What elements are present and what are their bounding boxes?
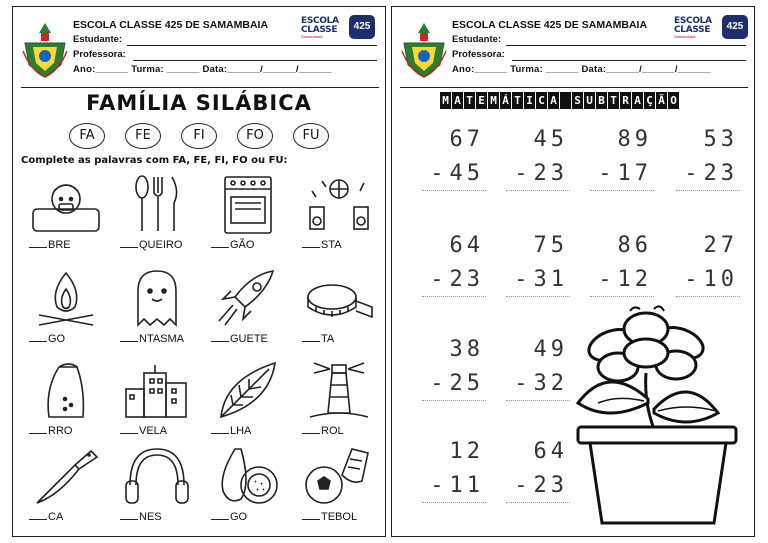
logo-subtitle: Samambaia [674, 34, 696, 39]
word-cell [112, 173, 204, 265]
buildings-icon [120, 359, 194, 421]
header-divider [400, 87, 748, 88]
year-class-date [452, 64, 711, 75]
title-letter: E [476, 92, 487, 109]
school-crest-icon [21, 21, 69, 79]
stove-icon [211, 173, 285, 235]
student-label: Estudante: [452, 34, 502, 45]
student-label: Estudante: [73, 34, 123, 45]
tape-icon [302, 267, 376, 329]
teacher-label: Professora: [73, 49, 126, 60]
word-label: VELA [120, 425, 167, 437]
class-label: Turma: ______ [510, 64, 579, 75]
title-letter: I [524, 92, 535, 109]
title-letter: A [632, 92, 643, 109]
title-letter [560, 92, 571, 109]
title-letter: T [608, 92, 619, 109]
page-title [440, 92, 679, 109]
title-letter: C [536, 92, 547, 109]
iron-icon [29, 359, 103, 421]
answer-line[interactable] [590, 190, 654, 191]
worksheet-header [13, 7, 385, 85]
word-cell [21, 359, 113, 451]
syllable-fu: FU [293, 123, 329, 149]
title-letter: R [620, 92, 631, 109]
word-cell [294, 359, 386, 451]
instruction-text: Complete as palavras com FA, FE, FI, FO ou FU: [21, 155, 288, 166]
title-letter: A [548, 92, 559, 109]
subtraction-problem: 27 -10 [672, 233, 744, 305]
header-divider [21, 87, 379, 88]
logo-text-classe: CLASSE [301, 25, 338, 35]
title-letter: M [440, 92, 451, 109]
school-logo [674, 15, 752, 41]
title-letter: O [668, 92, 679, 109]
school-name: ESCOLA CLASSE 425 DE SAMAMBAIA [73, 19, 269, 31]
answer-line[interactable] [506, 502, 570, 503]
word-cell [21, 173, 113, 265]
subtraction-problem: 49 -32 [502, 337, 574, 409]
title-letter: B [596, 92, 607, 109]
word-label: GÃO [211, 239, 254, 251]
word-label: QUEIRO [120, 239, 182, 251]
subtraction-problem: 75 -31 [502, 233, 574, 305]
word-label: GO [29, 333, 65, 345]
headphones-icon [120, 445, 194, 507]
subtraction-problem: 38 -25 [418, 337, 490, 409]
word-label: GO [211, 511, 247, 523]
word-label: NES [120, 511, 162, 523]
teacher-line[interactable] [512, 60, 746, 61]
word-cell [21, 267, 113, 359]
answer-line[interactable] [506, 190, 570, 191]
class-label: Turma: ______ [131, 64, 200, 75]
word-cell [203, 445, 295, 537]
syllable-fa: FA [69, 123, 105, 149]
word-cell [203, 267, 295, 359]
answer-line[interactable] [422, 502, 486, 503]
rocket-icon [211, 267, 285, 329]
word-label: LHA [211, 425, 251, 437]
fire-icon [29, 267, 103, 329]
subtraction-problem: 67 -45 [418, 127, 490, 199]
word-cell [112, 359, 204, 451]
answer-line[interactable] [506, 400, 570, 401]
student-line[interactable] [506, 45, 746, 46]
worksheet-subtracao [391, 6, 755, 537]
answer-line[interactable] [422, 296, 486, 297]
cutlery-icon [120, 173, 194, 235]
syllable-fo: FO [237, 123, 273, 149]
logo-text-escola: ESCOLA [674, 16, 712, 26]
logo-number: 425 [722, 15, 748, 39]
word-label: STA [302, 239, 342, 251]
answer-line[interactable] [506, 296, 570, 297]
ghost-icon [120, 267, 194, 329]
word-label: ROL [302, 425, 344, 437]
fig-icon [211, 445, 285, 507]
word-label: RRO [29, 425, 72, 437]
subtraction-problem: 86 -12 [586, 233, 658, 305]
page-title: FAMÍLIA SILÁBICA [86, 91, 312, 115]
sick-child-icon [29, 173, 103, 235]
subtraction-problem: 64 -23 [418, 233, 490, 305]
answer-line[interactable] [422, 190, 486, 191]
worksheet-silabica [12, 6, 386, 537]
word-cell [112, 267, 204, 359]
subtraction-problem: 53 -23 [672, 127, 744, 199]
subtraction-problem: 64 -23 [502, 439, 574, 511]
syllable-fe: FE [125, 123, 161, 149]
word-cell [294, 173, 386, 265]
subtraction-problem: 89 -17 [586, 127, 658, 199]
title-letter: Ç [644, 92, 655, 109]
title-letter: A [452, 92, 463, 109]
word-label: TEBOL [302, 511, 357, 523]
teacher-label: Professora: [452, 49, 505, 60]
answer-line[interactable] [590, 296, 654, 297]
logo-text-escola: ESCOLA [301, 16, 339, 26]
word-cell [203, 359, 295, 451]
subtraction-problem: 45 -23 [502, 127, 574, 199]
answer-line[interactable] [676, 190, 740, 191]
party-icon [302, 173, 376, 235]
title-letter: M [488, 92, 499, 109]
date-label: Data:______/______/______ [202, 64, 332, 75]
logo-subtitle: Samambaia [301, 34, 323, 39]
knife-icon [29, 445, 103, 507]
word-cell [294, 445, 386, 537]
word-cell [21, 445, 113, 537]
word-label: CA [29, 511, 63, 523]
title-letter: S [572, 92, 583, 109]
word-label: TA [302, 333, 334, 345]
year-label: Ano:______ [452, 64, 508, 75]
word-label: NTASMA [120, 333, 184, 345]
answer-line[interactable] [676, 296, 740, 297]
date-label: Data:______/______/______ [581, 64, 711, 75]
school-crest-icon [400, 21, 448, 79]
logo-text-classe: CLASSE [674, 25, 711, 35]
word-label: GUETE [211, 333, 268, 345]
word-cell [294, 267, 386, 359]
year-label: Ano:______ [73, 64, 129, 75]
school-name: ESCOLA CLASSE 425 DE SAMAMBAIA [452, 19, 648, 31]
title-letter: Á [500, 92, 511, 109]
title-letter: Ã [656, 92, 667, 109]
title-letter: T [512, 92, 523, 109]
syllable-fi: FI [181, 123, 217, 149]
word-label: BRE [29, 239, 71, 251]
school-logo [301, 15, 379, 41]
year-class-date [73, 64, 332, 75]
lighthouse-icon [302, 359, 376, 421]
logo-number: 425 [349, 15, 375, 39]
soccer-icon [302, 445, 376, 507]
flower-pot-icon [568, 303, 744, 529]
title-letter: T [464, 92, 475, 109]
word-cell [203, 173, 295, 265]
student-line[interactable] [127, 45, 377, 46]
word-cell [112, 445, 204, 537]
leaf-icon [211, 359, 285, 421]
teacher-line[interactable] [133, 60, 377, 61]
subtraction-problem: 12 -11 [418, 439, 490, 511]
worksheet-header [392, 7, 754, 85]
title-letter: U [584, 92, 595, 109]
answer-line[interactable] [422, 400, 486, 401]
